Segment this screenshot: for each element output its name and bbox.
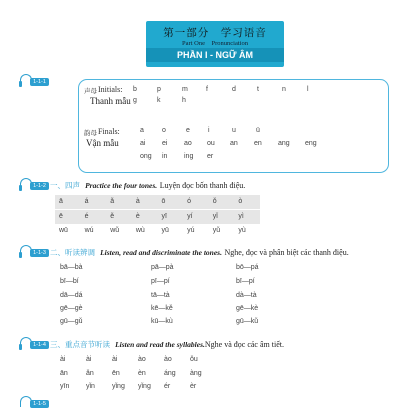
final-item: ai <box>140 140 146 147</box>
syllable: yǐng <box>138 383 151 390</box>
finals-label-chinese: 韵母 <box>84 129 97 137</box>
tone-table <box>55 195 260 238</box>
final-item: eng <box>305 140 317 147</box>
tone-pair: gē—kè <box>236 305 259 312</box>
tone-pair: gū—kǔ <box>236 318 259 325</box>
initial-item: l <box>307 86 309 93</box>
syllable: ēn <box>112 370 120 377</box>
syllable: èr <box>190 383 197 390</box>
syllable: yǐng <box>112 383 125 390</box>
initial-item: n <box>282 86 286 93</box>
syllable: ài <box>112 356 118 363</box>
initials-label-english: Initials: <box>98 85 123 94</box>
final-item: ao <box>184 140 192 147</box>
tone-pair: bō—pá <box>236 264 259 271</box>
syllable: yīn <box>60 383 70 390</box>
syllable: àng <box>190 370 202 377</box>
tone-row: wū wú wǔ wù yū yú yǔ yù <box>59 227 246 234</box>
final-item: e <box>186 127 190 134</box>
syllable: ài <box>86 356 92 363</box>
initials-label-chinese: 声母 <box>84 87 97 95</box>
section-2-title: 二、听读辨调 Listen, read and discriminate the tones. Nghe, đọc và phân biệt các thanh điệu. <box>50 248 349 257</box>
initial-item: p <box>157 86 161 93</box>
finals-label-vietnamese: Vận mẫu <box>86 138 119 148</box>
initials-label-vietnamese: Thanh mẫu <box>90 96 131 106</box>
tone-pair: kū—kù <box>151 318 173 325</box>
final-item: ong <box>140 153 152 160</box>
final-item: ou <box>207 140 215 147</box>
initial-item: d <box>232 86 236 93</box>
syllable: ér <box>164 383 171 390</box>
syllable: ào <box>164 356 172 363</box>
section-1-title: 一、四声 Practice the four tones. Luyện đọc bốn thanh điệu. <box>50 181 246 190</box>
final-item: ü <box>256 127 260 134</box>
part-title-chinese: 第一部分 学习语音 <box>163 27 267 39</box>
part-title-vietnamese: PHẦN I - NGỮ ÂM <box>146 48 284 62</box>
tone-pair: pī—pí <box>151 278 170 285</box>
final-item: en <box>254 140 262 147</box>
initial-item: m <box>182 86 188 93</box>
audio-track-badge[interactable]: 1-1-1 <box>20 74 50 88</box>
tone-pair: tā—tà <box>151 292 170 299</box>
initial-item: b <box>133 86 137 93</box>
tone-pair: dà—tà <box>236 292 257 299</box>
finals-label-english: Finals: <box>98 127 120 136</box>
tone-row: ē é ě è yī yí yǐ yì <box>55 210 260 224</box>
syllable: ào <box>138 356 146 363</box>
audio-track-badge[interactable]: 1-1-2 <box>20 178 50 192</box>
syllable: ǎn <box>86 370 94 377</box>
section-3-title: 三、重点音节听读 Listen and read the syllables.Nghe và đọc các âm tiết. <box>50 340 284 349</box>
tone-pair: dā—dá <box>60 292 83 299</box>
audio-track-badge[interactable]: 1-1-5 <box>20 396 50 410</box>
final-item: ei <box>162 140 168 147</box>
initial-item: h <box>182 97 186 104</box>
initial-item: t <box>257 86 259 93</box>
tone-pair: bī—bí <box>60 278 79 285</box>
final-item: o <box>162 127 166 134</box>
tone-pair: bī—pí <box>236 278 255 285</box>
syllable: ǒu <box>190 356 198 363</box>
audio-track-badge[interactable]: 1-1-4 <box>20 337 50 351</box>
final-item: an <box>230 140 238 147</box>
part-subtitle-english: Part One Pronunciation <box>182 40 248 47</box>
initials-finals-box <box>78 79 389 173</box>
initial-item: k <box>157 97 161 104</box>
syllable: ān <box>60 370 68 377</box>
syllable: yǐn <box>86 383 95 390</box>
final-item: er <box>207 153 214 160</box>
final-item: i <box>208 127 210 134</box>
tone-pair: bā—bà <box>60 264 83 271</box>
tone-pair: pā—pà <box>151 264 174 271</box>
final-item: in <box>162 153 168 160</box>
tone-pair: kē—kě <box>151 305 173 312</box>
initial-item: g <box>133 97 137 104</box>
syllable: èn <box>138 370 146 377</box>
final-item: ang <box>278 140 290 147</box>
part-header-banner <box>146 21 284 67</box>
initial-item: f <box>206 86 208 93</box>
tone-pair: gū—gǔ <box>60 318 83 325</box>
tone-pair: gē—gè <box>60 305 83 312</box>
tone-row: ā á ǎ à ō ó ǒ ò <box>55 195 260 209</box>
syllable: ài <box>60 356 66 363</box>
final-item: a <box>140 127 144 134</box>
final-item: ing <box>184 153 194 160</box>
final-item: u <box>232 127 236 134</box>
audio-track-badge[interactable]: 1-1-3 <box>20 245 50 259</box>
syllable: áng <box>164 370 176 377</box>
